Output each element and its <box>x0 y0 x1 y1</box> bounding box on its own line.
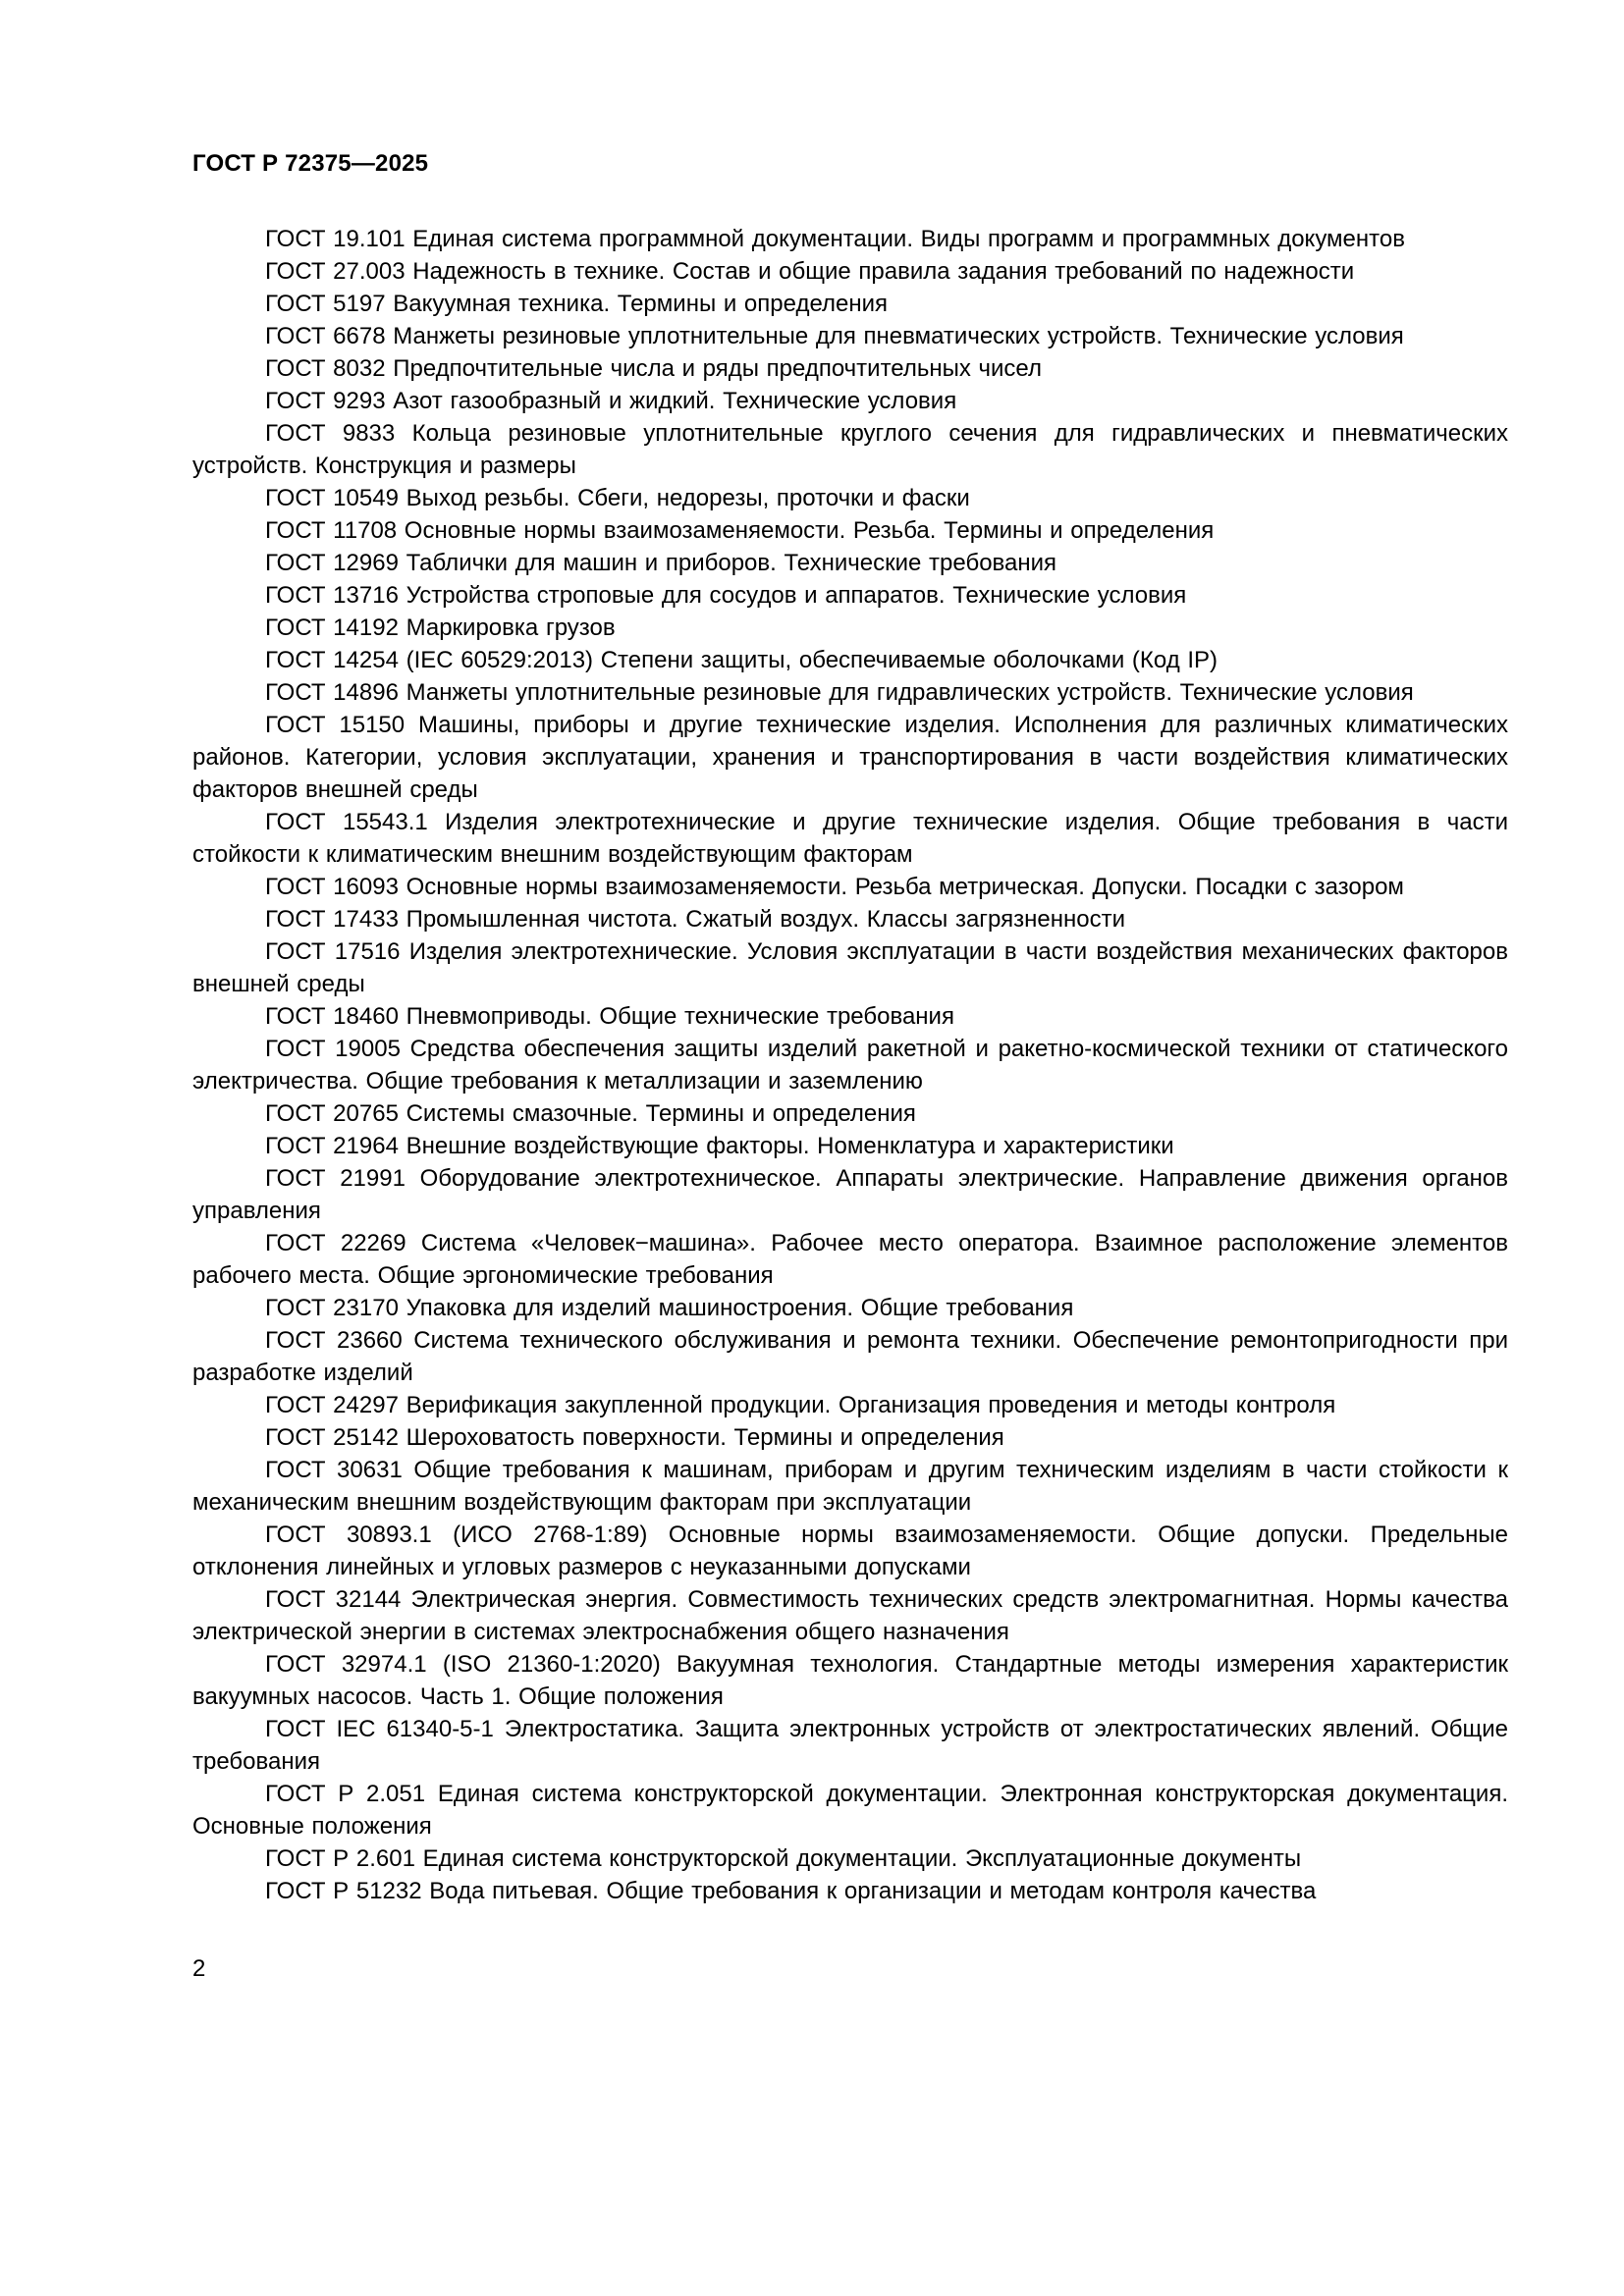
reference-item: ГОСТ 25142 Шероховатость поверхности. Термины и определения <box>265 1424 1004 1451</box>
reference-item: ГОСТ 5197 Вакуумная техника. Термины и определения <box>265 291 889 317</box>
reference-item: ГОСТ 20765 Системы смазочные. Термины и определения <box>265 1100 916 1127</box>
reference-item: ГОСТ 15150 Машины, приборы и другие технические изделия. Исполнения для различных климатических районов. Категории, условия эксплуатации, хранения и транспортирования в части воздействия климатических факторов внешней среды <box>192 712 1508 803</box>
reference-item: ГОСТ 19005 Средства обеспечения защиты изделий ракетной и ракетно-космической техники от статического электричества. Общие требования к металлизации и заземлению <box>192 1036 1508 1095</box>
reference-item: ГОСТ 12969 Таблички для машин и приборов. Технические требования <box>265 550 1057 576</box>
reference-item: ГОСТ 9833 Кольца резиновые уплотнительные круглого сечения для гидравлических и пневматических устройств. Конструкция и размеры <box>192 420 1508 479</box>
reference-item: ГОСТ 21991 Оборудование электротехническое. Аппараты электрические. Направление движения органов управления <box>192 1165 1508 1224</box>
reference-item: ГОСТ 32144 Электрическая энергия. Совместимость технических средств электромагнитная. Нормы качества электрической энергии в системах электроснабжения общего назначения <box>192 1586 1508 1645</box>
reference-item: ГОСТ 21964 Внешние воздействующие факторы. Номенклатура и характеристики <box>265 1133 1174 1159</box>
page-number: 2 <box>192 1955 206 1982</box>
reference-item: ГОСТ 14192 Маркировка грузов <box>265 614 616 641</box>
reference-item: ГОСТ 23660 Система технического обслуживания и ремонта техники. Обеспечение ремонтопригодности при разработке изделий <box>192 1327 1508 1386</box>
reference-item: ГОСТ 30631 Общие требования к машинам, приборам и другим техническим изделиям в части стойкости к механическим внешним воздействующим факторам при эксплуатации <box>192 1457 1508 1516</box>
reference-item: ГОСТ 13716 Устройства строповые для сосудов и аппаратов. Технические условия <box>265 582 1187 609</box>
reference-item: ГОСТ 24297 Верификация закупленной продукции. Организация проведения и методы контроля <box>265 1392 1336 1418</box>
reference-item: ГОСТ 14254 (IEC 60529:2013) Степени защиты, обеспечиваемые оболочками (Код IP) <box>265 647 1218 673</box>
reference-item: ГОСТ 14896 Манжеты уплотнительные резиновые для гидравлических устройств. Технические условия <box>265 679 1414 706</box>
reference-item: ГОСТ Р 2.601 Единая система конструкторской документации. Эксплуатационные документы <box>265 1845 1302 1872</box>
reference-item: ГОСТ 8032 Предпочтительные числа и ряды предпочтительных чисел <box>265 355 1042 382</box>
reference-item: ГОСТ 17433 Промышленная чистота. Сжатый воздух. Классы загрязненности <box>265 906 1125 933</box>
reference-item: ГОСТ Р 51232 Вода питьевая. Общие требования к организации и методам контроля качества <box>265 1878 1317 1904</box>
references-list <box>192 223 1508 1907</box>
reference-item: ГОСТ 10549 Выход резьбы. Сбеги, недорезы, проточки и фаски <box>265 485 970 511</box>
reference-item: ГОСТ 16093 Основные нормы взаимозаменяемости. Резьба метрическая. Допуски. Посадки с зазором <box>265 874 1404 900</box>
reference-item: ГОСТ 18460 Пневмоприводы. Общие технические требования <box>265 1003 954 1030</box>
reference-item: ГОСТ 19.101 Единая система программной документации. Виды программ и программных документов <box>265 226 1405 252</box>
reference-item: ГОСТ 11708 Основные нормы взаимозаменяемости. Резьба. Термины и определения <box>265 517 1215 544</box>
reference-item: ГОСТ 15543.1 Изделия электротехнические и другие технические изделия. Общие требования в части стойкости к климатическим внешним воздействующим факторам <box>192 809 1508 868</box>
reference-item: ГОСТ 22269 Система «Человек−машина». Рабочее место оператора. Взаимное расположение элементов рабочего места. Общие эргономические требования <box>192 1230 1508 1289</box>
reference-item: ГОСТ 9293 Азот газообразный и жидкий. Технические условия <box>265 388 957 414</box>
reference-item: ГОСТ Р 2.051 Единая система конструкторской документации. Электронная конструкторская документация. Основные положения <box>192 1781 1508 1840</box>
reference-item: ГОСТ 30893.1 (ИСО 2768-1:89) Основные нормы взаимозаменяемости. Общие допуски. Предельные отклонения линейных и угловых размеров с неуказанными допусками <box>192 1522 1508 1580</box>
reference-item: ГОСТ 6678 Манжеты резиновые уплотнительные для пневматических устройств. Технические условия <box>265 323 1404 349</box>
reference-item: ГОСТ 27.003 Надежность в технике. Состав и общие правила задания требований по надежности <box>265 258 1355 285</box>
reference-item: ГОСТ IEC 61340-5-1 Электростатика. Защита электронных устройств от электростатических явлений. Общие требования <box>192 1716 1508 1775</box>
reference-item: ГОСТ 32974.1 (ISO 21360-1:2020) Вакуумная технология. Стандартные методы измерения характеристик вакуумных насосов. Часть 1. Общие положения <box>192 1651 1508 1710</box>
document-number-header: ГОСТ Р 72375—2025 <box>192 150 429 177</box>
reference-item: ГОСТ 17516 Изделия электротехнические. Условия эксплуатации в части воздействия механических факторов внешней среды <box>192 938 1508 997</box>
reference-item: ГОСТ 23170 Упаковка для изделий машиностроения. Общие требования <box>265 1295 1074 1321</box>
